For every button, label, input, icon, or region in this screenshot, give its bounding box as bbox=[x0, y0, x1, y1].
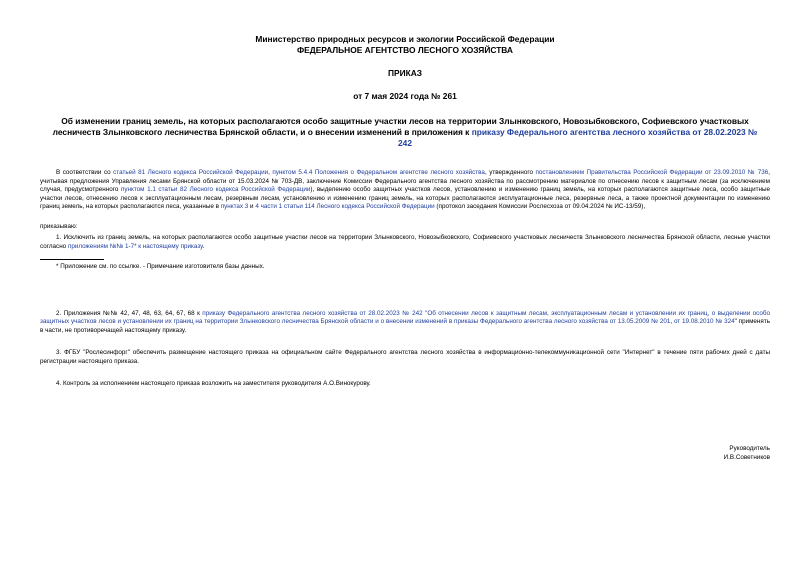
footnote-divider bbox=[40, 259, 104, 260]
link-forest-code-art-81[interactable]: статьей 81 Лесного кодекса Российской Федерации bbox=[113, 169, 269, 176]
link-points-3[interactable]: пунктах 3 bbox=[220, 203, 249, 210]
link-forest-code-art-114[interactable]: 4 части 1 статьи 114 Лесного кодекса Российской Федерации bbox=[255, 203, 435, 210]
item-1 bbox=[40, 234, 770, 251]
preamble-text-4: , учитывая предложения Управления лесами Брянской области от 15.03.2024 № 703-ДВ, заключение Комиссии Федерального агентства лесного хозяйства по рассмотрению материалов по отнесению лесов к защитным лесам (за исключением случая, предусмотренного bbox=[40, 169, 770, 193]
preamble-text-2: , bbox=[268, 169, 273, 176]
preamble-text-3: , утвержденного bbox=[484, 169, 536, 176]
item-2-text-2: , bbox=[670, 318, 674, 325]
link-order-242-full[interactable]: приказу Федерального агентства лесного хозяйства от 28.02.2023 № 242 "Об отнесении лесов к защитным лесам, эксплуатационным лесам и установлении их границ, о выделении особо защитных участков лесов и установлении их границ на территории Злынковского лесничества Брянской области и о внесении изменений в приказы Федерального агентства лесного хозяйства от 13.05.2009 № 201 bbox=[40, 309, 770, 325]
item-3: 3. ФГБУ "Рослесинфорг" обеспечить размещение настоящего приказа на официальном сайте Федерального агентства лесного хозяйства в информационно-телекоммуникационной сети "Интернет" в течение пяти рабочих дней с даты регистрации настоящего приказа. bbox=[40, 349, 770, 365]
item-4: 4. Контроль за исполнением настоящего приказа возложить на заместителя руководителя А.О.Винокурову. bbox=[56, 380, 371, 387]
link-government-decree-736[interactable]: постановлением Правительства Российской Федерации от 23.09.2010 № 736 bbox=[535, 169, 769, 176]
ministry-heading bbox=[40, 34, 770, 56]
document-page bbox=[40, 34, 770, 461]
item-2 bbox=[40, 310, 770, 336]
preamble-text-6: и bbox=[248, 203, 256, 210]
agency-name: ФЕДЕРАЛЬНОЕ АГЕНТСТВО ЛЕСНОГО ХОЗЯЙСТВА bbox=[297, 45, 513, 55]
preamble-paragraph bbox=[40, 169, 770, 212]
item-1-end: . bbox=[202, 242, 205, 250]
link-forest-code-art-82[interactable]: пунктом 1.1 статьи 82 Лесного кодекса Российской Федерации bbox=[120, 186, 311, 193]
ministry-name: Министерство природных ресурсов и экологии Российской Федерации bbox=[255, 34, 555, 44]
item-2-text-3: " применять в части, не противоречащей настоящему приказу. bbox=[40, 318, 770, 334]
document-type: ПРИКАЗ bbox=[387, 68, 423, 78]
order-word: приказываю: bbox=[40, 222, 78, 230]
title-text: Об изменении границ земель, на которых располагаются особо защитные участки лесов на территории Злынковского, Новозыбковского, Софиевского участковых лесничеств Злынковского лесничества Брянской области, и о внесении изменений в приложения к bbox=[52, 116, 749, 137]
signature-name: И.В.Советников bbox=[723, 453, 770, 461]
item-2-text-1: 2. Приложения №№ 42, 47, 48, 63, 64, 67, 68 к bbox=[56, 309, 203, 317]
document-date-number: от 7 мая 2024 года № 261 bbox=[353, 91, 457, 101]
preamble-text-7: (протокол заседания Комиссии Рослесхоза от 09.04.2024 № ИС-13/59), bbox=[434, 203, 646, 210]
signature-block bbox=[724, 445, 770, 462]
link-appendices-1-7[interactable]: приложениям №№ 1-7* к настоящему приказу bbox=[67, 242, 203, 250]
link-order-324[interactable]: от 19.08.2010 № 324 bbox=[673, 318, 735, 325]
preamble-text-5: ), выделению особо защитных участков лесов, установлению и изменению границ земель, на которых располагаются защитные леса, особо защитные участки лесов, отнесению лесов к эксплуатационным лесам, резервным лесам, установлению и изменению границ земель, на которых располагаются эксплуатационные леса, резервные леса, а также проектной документации по изменению границ земель, на которых располагаются леса, указанные в bbox=[40, 186, 770, 210]
preamble-text-1: В соответствии со bbox=[56, 169, 114, 176]
title-link-order-242[interactable]: приказу Федерального агентства лесного хозяйства от 28.02.2023 № 242 bbox=[398, 127, 758, 148]
link-regulation-5-4-4[interactable]: пунктом 5.4.4 Положения о Федеральном агентстве лесного хозяйства bbox=[272, 169, 485, 176]
signature-role: Руководитель bbox=[729, 445, 770, 452]
item-1-text: 1. Исключить из границ земель, на которых располагаются особо защитные участки лесов на территории Злынковского, Новозыбковского, Софиевского участковых лесничеств Злынковского лесничества Брянской области, лесные участки согласно bbox=[40, 234, 770, 250]
document-title bbox=[40, 116, 770, 149]
footnote: * Приложение см. по ссылке. - Примечание изготовителя базы данных. bbox=[56, 263, 265, 270]
